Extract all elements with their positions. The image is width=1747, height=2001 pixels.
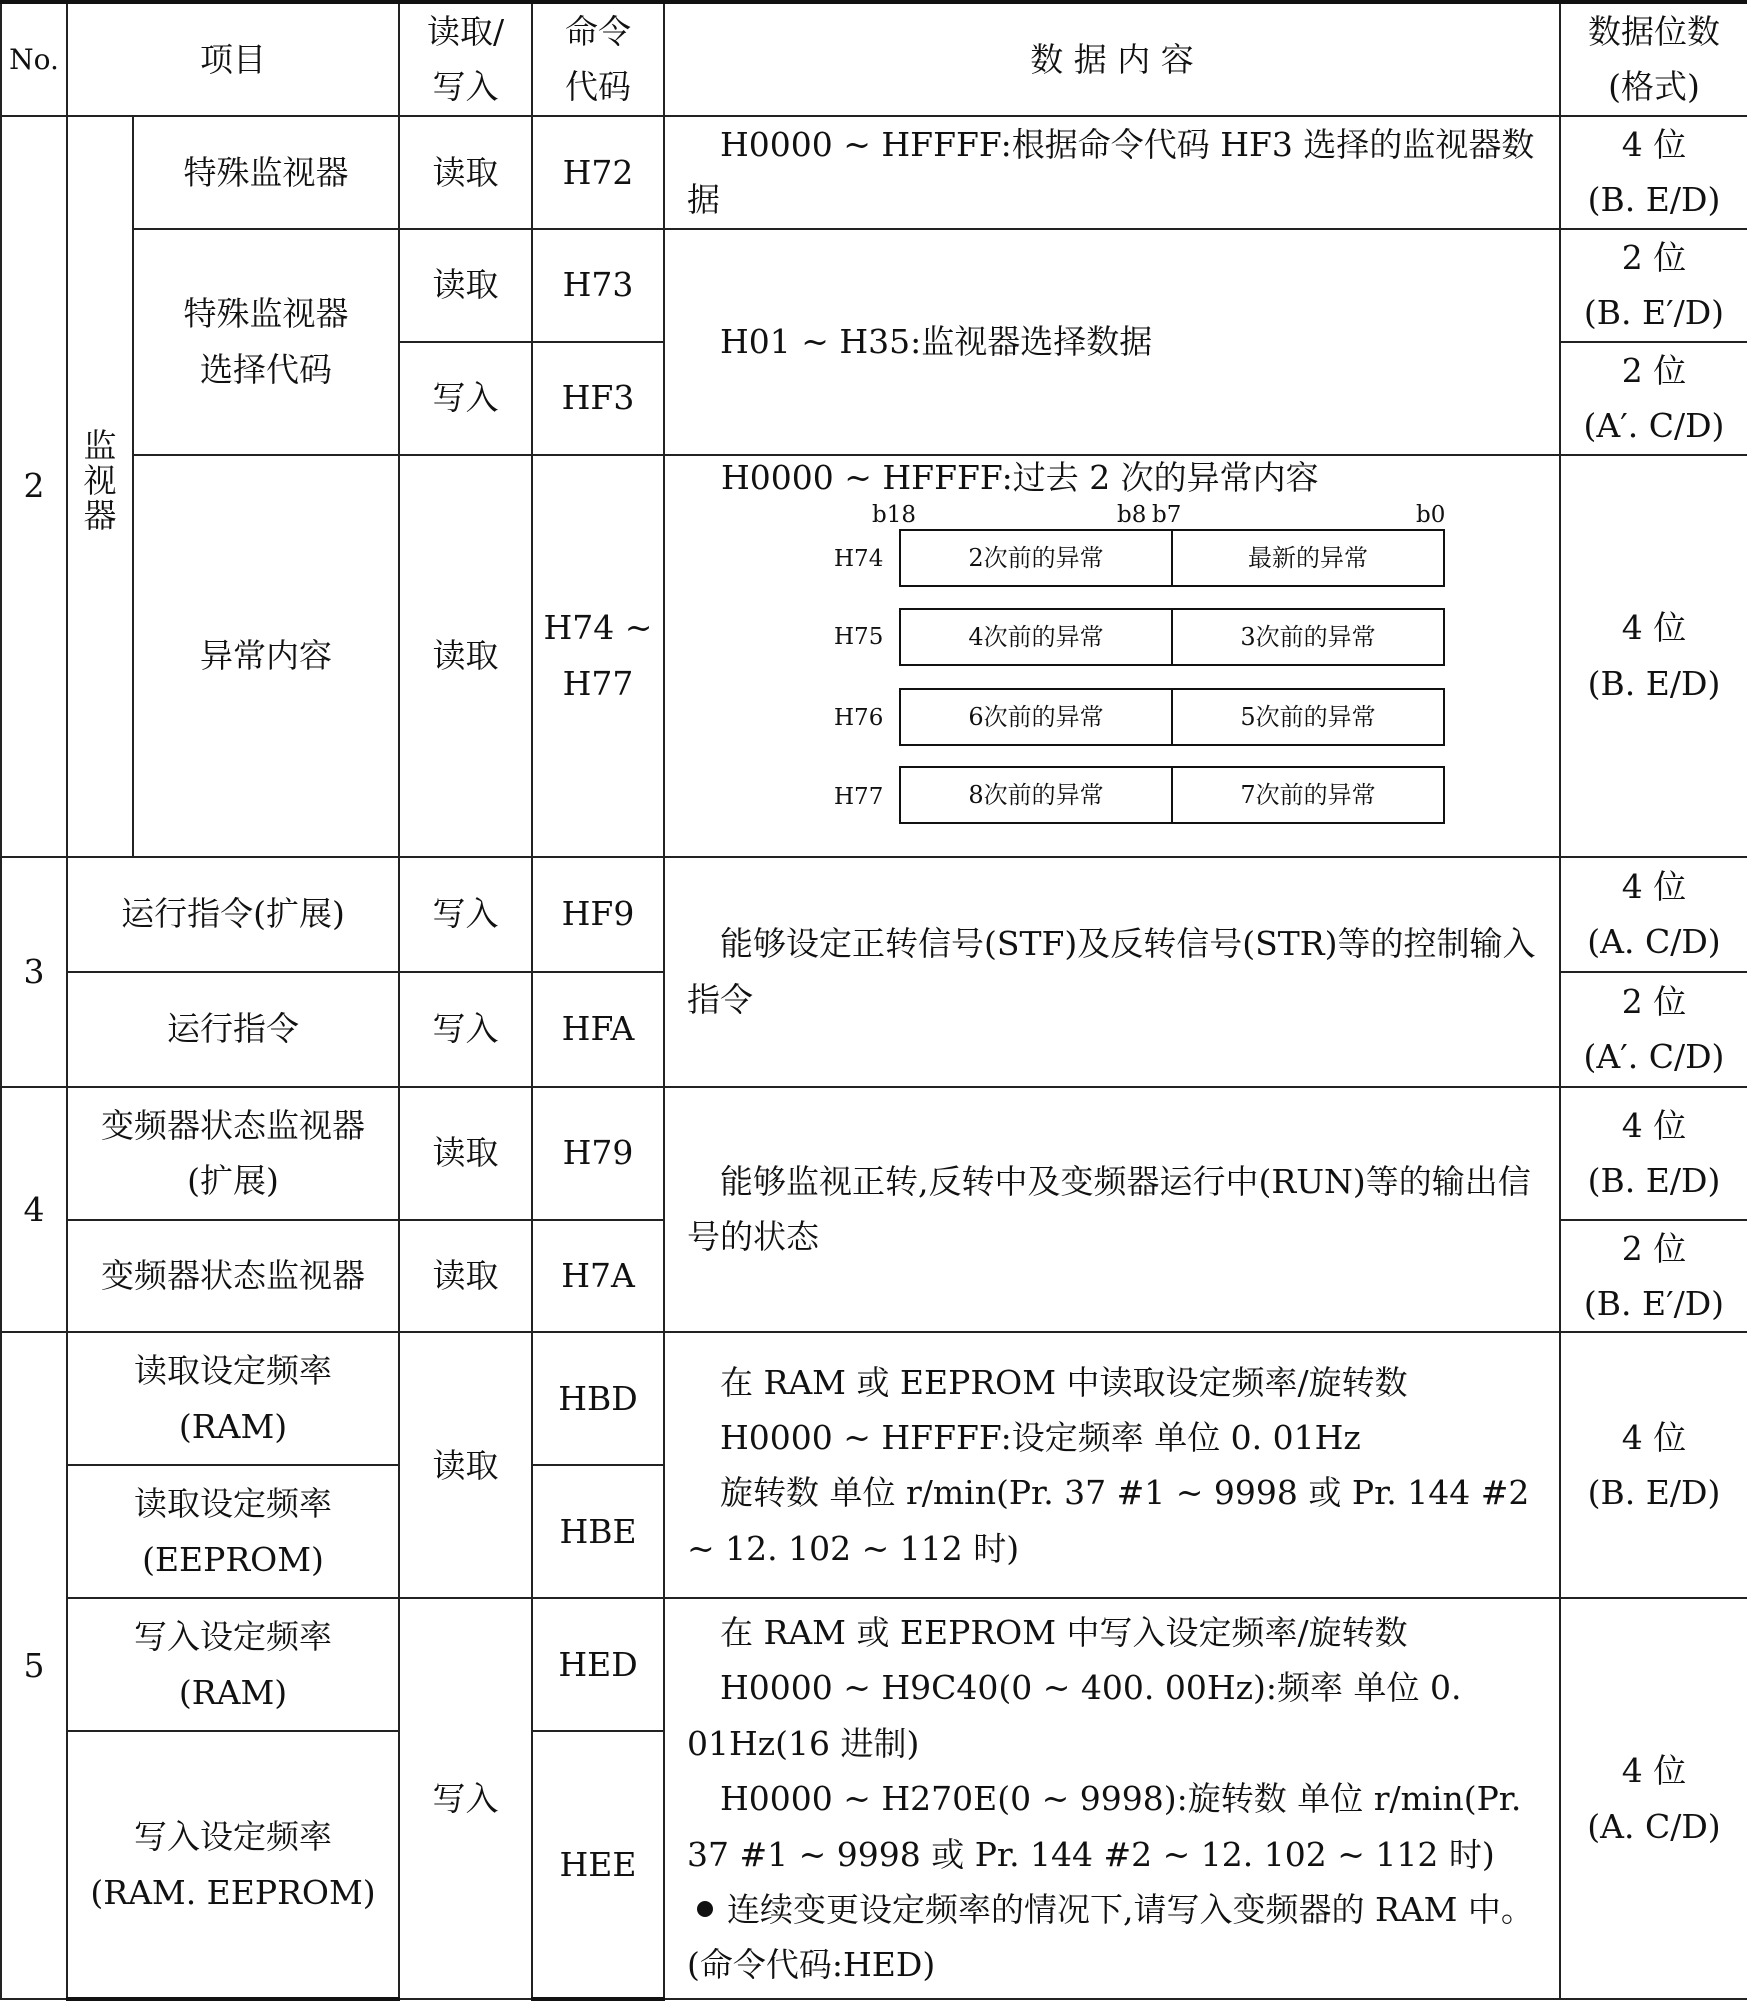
table-row bbox=[1, 857, 1747, 972]
cmd-code-cell: H72 bbox=[532, 116, 664, 229]
register-label: H75 bbox=[834, 623, 884, 650]
content-cell: H01 ~ H35:监视器选择数据 bbox=[664, 229, 1560, 455]
fault-low-byte: 最新的异常 bbox=[1171, 529, 1445, 587]
content-cell: H0000 ~ HFFFF:根据命令代码 HF3 选择的监视器数据 bbox=[664, 116, 1560, 229]
rw-cell: 写入 bbox=[399, 972, 532, 1087]
cmd-code-cell: HBE bbox=[532, 1465, 664, 1598]
cmd-code-cell: H74 ~ H77 bbox=[532, 455, 664, 857]
header-item: 项目 bbox=[67, 2, 399, 116]
rw-cell: 读取 bbox=[399, 1220, 532, 1333]
cmd-code-cell: HBD bbox=[532, 1332, 664, 1465]
content-cell: 能够监视正转,反转中及变频器运行中(RUN)等的输出信号的状态 bbox=[664, 1087, 1560, 1333]
header-cmd: 命令 代码 bbox=[532, 2, 664, 116]
rw-cell: 写入 bbox=[399, 1598, 532, 1999]
category-monitor: 监视器 bbox=[67, 116, 133, 857]
fault-register-diagram bbox=[721, 500, 1446, 850]
table-row bbox=[1, 1598, 1747, 1731]
header-content: 数 据 内 容 bbox=[664, 2, 1560, 116]
row-no-4: 4 bbox=[1, 1087, 67, 1333]
rw-cell: 读取 bbox=[399, 116, 532, 229]
fault-high-byte: 4次前的异常 bbox=[899, 608, 1173, 666]
table-row bbox=[1, 229, 1747, 342]
digits-cell: 4 位 (B. E/D) bbox=[1560, 455, 1747, 857]
rw-cell: 读取 bbox=[399, 1087, 532, 1220]
rw-cell: 读取 bbox=[399, 1332, 532, 1598]
digits-cell: 2 位 (B. E′/D) bbox=[1560, 229, 1747, 342]
cmd-code-cell: HF9 bbox=[532, 857, 664, 972]
digits-cell: 4 位 (A. C/D) bbox=[1560, 1598, 1747, 1999]
cmd-code-cell: H79 bbox=[532, 1087, 664, 1220]
digits-cell: 4 位 (B. E/D) bbox=[1560, 1087, 1747, 1220]
fault-low-byte: 7次前的异常 bbox=[1171, 766, 1445, 824]
bit-label: b8 bbox=[1117, 501, 1147, 528]
digits-cell: 2 位 (B. E′/D) bbox=[1560, 1220, 1747, 1333]
bullet-icon bbox=[697, 1901, 713, 1917]
item-read-freq-ram: 读取设定频率 (RAM) bbox=[67, 1332, 399, 1465]
row-no-5: 5 bbox=[1, 1332, 67, 1999]
item-run-command-ext: 运行指令(扩展) bbox=[67, 857, 399, 972]
item-run-command: 运行指令 bbox=[67, 972, 399, 1087]
item-fault: 异常内容 bbox=[133, 455, 399, 857]
header-rw: 读取/ 写入 bbox=[399, 2, 532, 116]
row-no-2: 2 bbox=[1, 116, 67, 857]
item-inverter-status: 变频器状态监视器 bbox=[67, 1220, 399, 1333]
content-cell: 在 RAM 或 EEPROM 中写入设定频率/旋转数 H0000 ~ H9C40(0 ~ 400. 00Hz):频率 单位 0. 01Hz(16 进制) H0000 ~ H270E(0 ~ 9998):旋转数 单位 r/min(Pr. 37 #1 ~ 9998 或 Pr. 144 #2 ~ 12. 102 ~ 112 时) 连续变更设定频率的情况下,请写入变频器的 RAM 中。(命令代码:HED) bbox=[664, 1598, 1560, 1999]
digits-cell: 4 位 (B. E/D) bbox=[1560, 1332, 1747, 1598]
fault-high-byte: 8次前的异常 bbox=[899, 766, 1173, 824]
rw-cell: 写入 bbox=[399, 857, 532, 972]
fault-high-byte: 6次前的异常 bbox=[899, 688, 1173, 746]
register-label: H77 bbox=[834, 783, 884, 810]
item-select-code: 特殊监视器 选择代码 bbox=[133, 229, 399, 455]
table-row bbox=[1, 1087, 1747, 1220]
bit-label: b0 bbox=[1416, 501, 1446, 528]
cmd-code-cell: HFA bbox=[532, 972, 664, 1087]
register-label: H74 bbox=[834, 545, 884, 572]
bit-label: b18 bbox=[872, 501, 916, 528]
digits-cell: 4 位 (B. E/D) bbox=[1560, 116, 1747, 229]
table-row bbox=[1, 1332, 1747, 1465]
header-digits: 数据位数 (格式) bbox=[1560, 2, 1747, 116]
rw-cell: 写入 bbox=[399, 342, 532, 455]
content-cell: H0000 ~ HFFFF:过去 2 次的异常内容 b18 b8 b7 b0 H74 2次前的异常 最新的异常 H75 4次前的异常 3次前的异常 H76 6次前的异常 5次前的异常 H77 8次前的异常 7次前的异常 bbox=[664, 455, 1560, 857]
content-cell: 在 RAM 或 EEPROM 中读取设定频率/旋转数 H0000 ~ HFFFF:设定频率 单位 0. 01Hz 旋转数 单位 r/min(Pr. 37 #1 ~ 9998 或 Pr. 144 #2 ~ 12. 102 ~ 112 时) bbox=[664, 1332, 1560, 1598]
bit-label: b7 bbox=[1152, 501, 1182, 528]
cmd-code-cell: H7A bbox=[532, 1220, 664, 1333]
table-row bbox=[1, 116, 1747, 229]
item-write-freq-ram: 写入设定频率 (RAM) bbox=[67, 1598, 399, 1731]
cmd-code-cell: HED bbox=[532, 1598, 664, 1731]
digits-cell: 2 位 (A′. C/D) bbox=[1560, 342, 1747, 455]
cmd-code-cell: HF3 bbox=[532, 342, 664, 455]
digits-cell: 2 位 (A′. C/D) bbox=[1560, 972, 1747, 1087]
item-inverter-status-ext: 变频器状态监视器 (扩展) bbox=[67, 1087, 399, 1220]
rw-cell: 读取 bbox=[399, 229, 532, 342]
content-cell: 能够设定正转信号(STF)及反转信号(STR)等的控制输入指令 bbox=[664, 857, 1560, 1087]
row-no-3: 3 bbox=[1, 857, 67, 1087]
table-row bbox=[1, 455, 1747, 857]
item-read-freq-eeprom: 读取设定频率 (EEPROM) bbox=[67, 1465, 399, 1598]
cmd-code-cell: HEE bbox=[532, 1731, 664, 1999]
rw-cell: 读取 bbox=[399, 455, 532, 857]
item-special-monitor: 特殊监视器 bbox=[133, 116, 399, 229]
fault-low-byte: 5次前的异常 bbox=[1171, 688, 1445, 746]
fault-high-byte: 2次前的异常 bbox=[899, 529, 1173, 587]
header-no: No. bbox=[1, 2, 67, 116]
register-label: H76 bbox=[834, 704, 884, 731]
cmd-code-cell: H73 bbox=[532, 229, 664, 342]
item-write-freq-both: 写入设定频率 (RAM. EEPROM) bbox=[67, 1731, 399, 1999]
fault-low-byte: 3次前的异常 bbox=[1171, 608, 1445, 666]
digits-cell: 4 位 (A. C/D) bbox=[1560, 857, 1747, 972]
header-row bbox=[1, 2, 1747, 116]
